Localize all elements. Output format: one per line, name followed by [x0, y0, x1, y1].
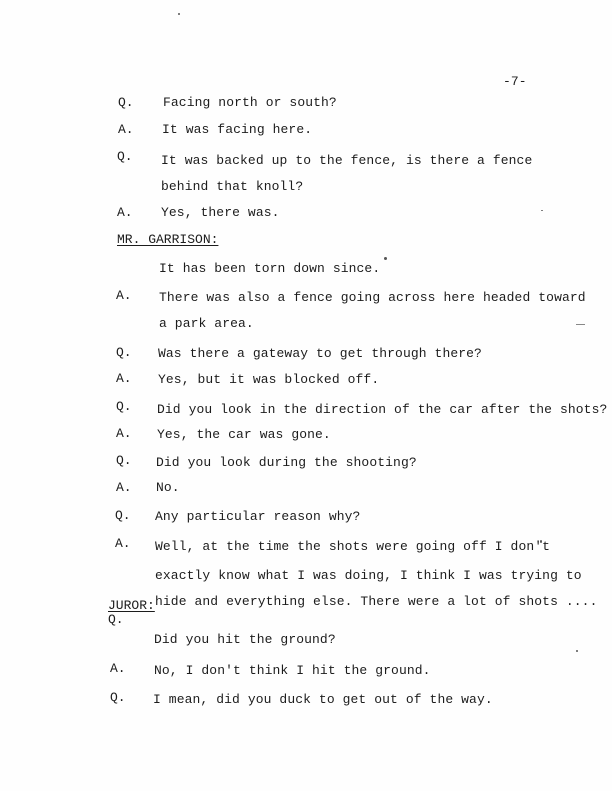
speaker-label: Q.	[116, 453, 132, 468]
line-text: exactly know what I was doing, I think I was trying to	[155, 568, 582, 583]
line-text: It was facing here.	[162, 122, 313, 137]
scan-mark	[576, 324, 585, 325]
line-text: Yes, there was.	[161, 205, 280, 220]
line-text: Facing north or south?	[163, 95, 337, 110]
line-text: I mean, did you duck to get out of the way.	[153, 692, 493, 707]
scan-speck	[384, 257, 387, 260]
speaker-label: Q.	[117, 149, 133, 164]
line-text: Did you look in the direction of the car after the shots?	[157, 402, 608, 417]
line-text: hide and everything else. There were a lot of shots ....	[155, 594, 598, 609]
line-text: Did you hit the ground?	[154, 632, 336, 647]
line-text: There was also a fence going across here headed toward	[159, 290, 586, 305]
page-number: -7-	[503, 74, 527, 89]
line-text: Yes, the car was gone.	[157, 427, 331, 442]
line-text: Yes, but it was blocked off.	[158, 372, 380, 387]
speaker-label: A.	[115, 536, 131, 551]
scan-speck	[541, 210, 543, 211]
speaker-label: Q.	[115, 508, 131, 523]
line-text: behind that knoll?	[161, 179, 304, 194]
scan-speck	[576, 650, 578, 652]
speaker-label: Q.	[110, 690, 126, 705]
line-text: Was there a gateway to get through there?	[158, 346, 482, 361]
speaker-label: A.	[116, 480, 132, 495]
line-text: No, I don't think I hit the ground.	[154, 663, 431, 678]
line-text: Did you look during the shooting?	[156, 455, 417, 470]
speaker-label: A.	[116, 426, 132, 441]
speaker-label: A.	[117, 205, 133, 220]
line-text: It was backed up to the fence, is there a fence	[161, 153, 533, 168]
speaker-label: Q.	[118, 95, 134, 110]
speaker-label: A.	[118, 122, 134, 137]
speaker-label: JUROR:	[108, 598, 155, 613]
speaker-label: A.	[116, 371, 132, 386]
speaker-label: A.	[110, 661, 126, 676]
line-text: Any particular reason why?	[155, 509, 361, 524]
speaker-label: Q.	[116, 399, 132, 414]
speaker-label: A.	[116, 288, 132, 303]
speaker-label: Q.	[116, 345, 132, 360]
speaker-label: Q.	[108, 612, 124, 627]
line-text: Well, at the time the shots were going off I don't	[155, 539, 551, 554]
speaker-label: MR. GARRISON:	[117, 232, 219, 247]
line-text: a park area.	[159, 316, 254, 331]
line-text: No.	[156, 480, 180, 495]
line-text: It has been torn down since.	[159, 261, 381, 276]
scan-speck	[178, 13, 180, 15]
